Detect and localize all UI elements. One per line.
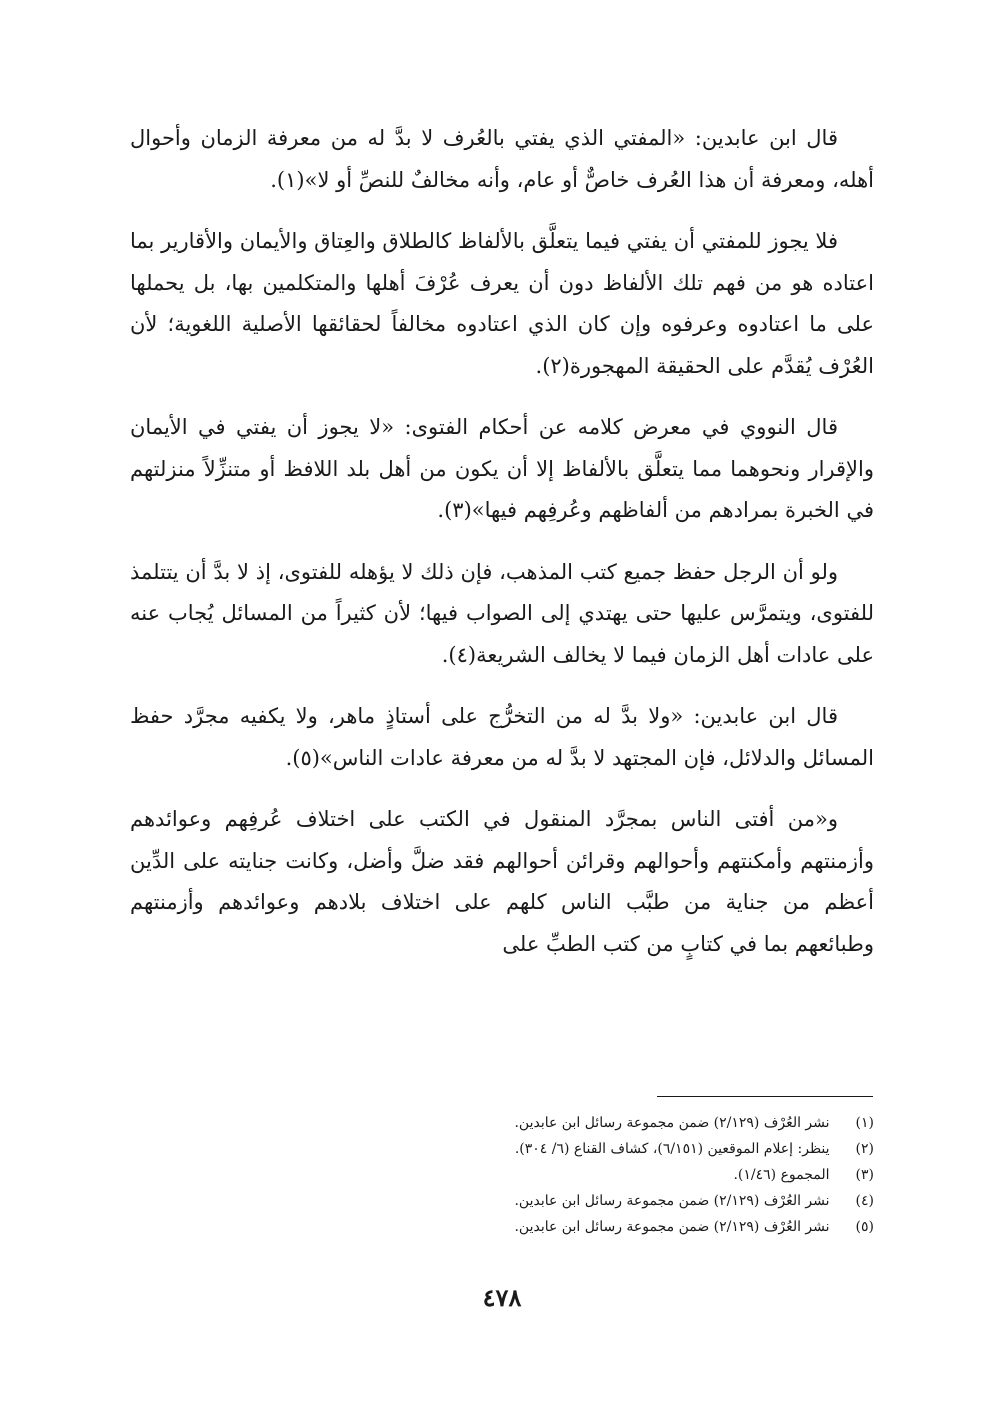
paragraph: ولو أن الرجل حفظ جميع كتب المذهب، فإن ذلك لا يؤهله للفتوى، إذ لا بدَّ أن يتتلمذ للفتوى، ويتمرَّس عليها حتى يهتدي إلى الصواب فيها؛ لأن كثيراً من المسائل يُجاب عنه على عادات أهل الزمان فيما لا يخالف الشريعة(٤). xyxy=(130,559,874,667)
footnote-text: نشر العُرْف (٢/١٢٩) ضمن مجموعة رسائل ابن عابدين. xyxy=(514,1193,830,1209)
footnote-text: نشر العُرْف (٢/١٢٩) ضمن مجموعة رسائل ابن عابدين. xyxy=(514,1115,830,1131)
footnote-text: نشر العُرْف (٢/١٢٩) ضمن مجموعة رسائل ابن عابدين. xyxy=(514,1219,830,1235)
footnote-separator xyxy=(657,1096,873,1097)
footnote-text: المجموع (١/٤٦). xyxy=(733,1167,830,1183)
footnote-number: (٤) xyxy=(855,1193,874,1209)
main-text xyxy=(130,118,874,985)
footnote-number: (٣) xyxy=(855,1167,874,1183)
footnote xyxy=(130,1136,874,1162)
paragraph: قال ابن عابدين: «المفتي الذي يفتي بالعُرف لا بدَّ له من معرفة الزمان وأحوال أهله، ومعرفة أن هذا العُرف خاصٌّ أو عام، وأنه مخالفٌ للنصِّ أو لا»(١). xyxy=(130,126,874,192)
page-number: ٤٧٨ xyxy=(482,1283,522,1312)
footnote-number: (١) xyxy=(855,1115,874,1131)
footnote xyxy=(130,1110,874,1136)
footnote xyxy=(130,1214,874,1240)
footnote-number: (٢) xyxy=(855,1141,874,1157)
footnote xyxy=(130,1188,874,1214)
footnote-text: ينظر: إعلام الموقعين (٦/١٥١)، كشاف القناع (٦/ ٣٠٤). xyxy=(514,1141,830,1157)
footnote xyxy=(130,1162,874,1188)
paragraph: فلا يجوز للمفتي أن يفتي فيما يتعلَّق بالألفاظ كالطلاق والعِتاق والأيمان والأقارير بما اعتاده هو من فهم تلك الألفاظ دون أن يعرف عُرْفَ أهلها والمتكلمين بها، بل يحملها على ما اعتادوه وعرفوه وإن كان الذي اعتادوه مخالفاً لحقائقها الأصلية اللغوية؛ لأن العُرْف يُقدَّم على الحقيقة المهجورة(٢). xyxy=(130,229,874,378)
footnote-number: (٥) xyxy=(855,1219,874,1235)
footnotes xyxy=(130,1110,874,1240)
paragraph: قال النووي في معرض كلامه عن أحكام الفتوى: «لا يجوز أن يفتي في الأيمان والإقرار ونحوهما مما يتعلَّق بالألفاظ إلا أن يكون من أهل بلد اللافظ أو متنزِّلاً منزلتهم في الخبرة بمرادهم من ألفاظهم وعُرفِهم فيها»(٣). xyxy=(130,415,874,522)
paragraph: و«من أفتى الناس بمجرَّد المنقول في الكتب على اختلاف عُرفِهم وعوائدهم وأزمنتهم وأمكنتهم وأحوالهم وقرائن أحوالهم فقد ضلَّ وأضل، وكانت جنايته على الدِّين أعظم من جناية من طبَّب الناس كلهم على اختلاف بلادهم وعوائدهم وأزمنتهم وطبائعهم بما في كتابٍ من كتب الطبِّ على xyxy=(130,807,874,956)
paragraph: قال ابن عابدين: «ولا بدَّ له من التخرُّج على أستاذٍ ماهر، ولا يكفيه مجرَّد حفظ المسائل والدلائل، فإن المجتهد لا بدَّ له من معرفة عادات الناس»(٥). xyxy=(130,704,874,770)
